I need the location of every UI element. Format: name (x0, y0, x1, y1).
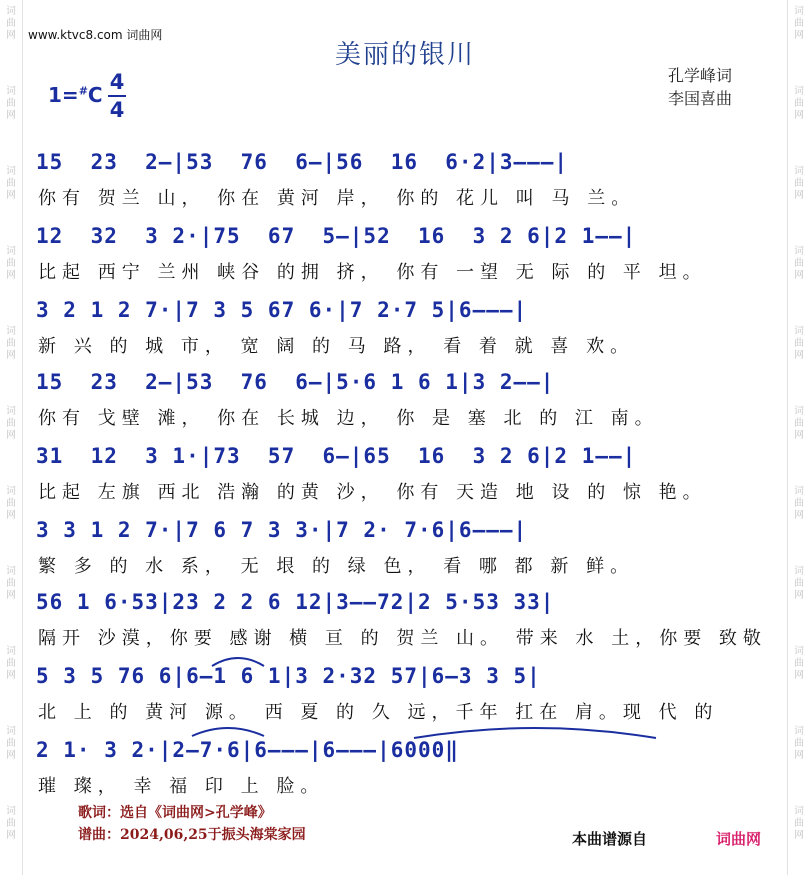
margin-watermark: 词曲网 (6, 246, 16, 281)
margin-watermark: 词曲网 (794, 246, 804, 281)
margin-watermark: 词曲网 (794, 6, 804, 41)
margin-watermark: 词曲网 (6, 486, 16, 521)
time-bottom: 4 (109, 98, 125, 122)
margin-watermark: 词曲网 (794, 726, 804, 761)
margin-watermark: 词曲网 (794, 326, 804, 361)
lyrics-line-6: 繁 多 的 水 系， 无 垠 的 绿 色， 看 哪 都 新 鲜。 (38, 556, 635, 577)
lyricist-credit: 孔学峰词 (668, 66, 733, 85)
key-note: C (87, 83, 103, 107)
lyrics-line-4: 你有 戈壁 滩， 你在 长城 边， 你 是 塞 北 的 江 南。 (38, 408, 659, 429)
lyrics-line-5: 比起 左旗 西北 浩瀚 的黄 沙， 你有 天造 地 设 的 惊 艳。 (38, 482, 707, 503)
lyrics-line-2: 比起 西宁 兰州 峡谷 的拥 挤， 你有 一望 无 际 的 平 坦。 (38, 262, 707, 283)
margin-watermark: 词曲网 (6, 646, 16, 681)
footer-score-note: 谱曲：2024,06,25于振头海棠家园 (78, 827, 306, 843)
lyrics-line-8: 北 上 的 黄河 源。 西 夏 的 久 远，千年 扛在 肩。现 代 的 (38, 702, 719, 723)
footer-lyrics-source: 歌词：选自《词曲网>孔学峰》 (78, 805, 272, 821)
notation-line-2: 12 32 3 2·|75 67 5–|52 16 3 2 6|2 1––| (36, 224, 637, 248)
site-url: www.ktvc8.com 词曲网 (28, 28, 163, 42)
margin-watermark: 词曲网 (6, 6, 16, 41)
notation-line-5: 31 12 3 1·|73 57 6–|65 16 3 2 6|2 1––| (36, 444, 637, 468)
song-title: 美丽的银川 (334, 40, 475, 70)
margin-watermark: 词曲网 (794, 486, 804, 521)
notation-line-1: 15 23 2–|53 76 6–|56 16 6·2|3–––| (36, 150, 569, 174)
margin-watermark: 词曲网 (6, 406, 16, 441)
margin-watermark: 词曲网 (794, 406, 804, 441)
score-source-label: 本曲谱源自 (572, 830, 648, 848)
margin-watermark: 词曲网 (794, 566, 804, 601)
composer-credit: 李国喜曲 (668, 89, 733, 108)
margin-watermark: 词曲网 (794, 646, 804, 681)
lyrics-line-3: 新 兴 的 城 市， 宽 阔 的 马 路， 看 着 就 喜 欢。 (38, 336, 635, 357)
slur-arc-1 (188, 722, 268, 738)
lyrics-line-9: 璀 璨， 幸 福 印 上 脸。 (38, 776, 325, 797)
margin-watermark: 词曲网 (794, 806, 804, 841)
margin-watermark: 词曲网 (6, 166, 16, 201)
notation-line-4: 15 23 2–|53 76 6–|5·6 1 6 1|3 2––| (36, 370, 555, 394)
notation-line-3: 3 2 1 2 7·|7 3 5 67 6·|7 2·7 5|6–––| (36, 298, 528, 322)
time-signature (106, 70, 128, 122)
margin-watermark: 词曲网 (6, 326, 16, 361)
margin-watermark: 词曲网 (6, 86, 16, 121)
score-source-site: 词曲网 (716, 830, 762, 848)
notation-line-7: 56 1 6·53|23 2 2 6 12|3––72|2 5·53 33| (36, 590, 555, 614)
margin-watermark: 词曲网 (6, 806, 16, 841)
notation-line-8: 5 3 5 76 6|6–1 6 1|3 2·32 57|6–3 3 5| (36, 664, 541, 688)
key-sharp: # (78, 84, 88, 98)
key-signature (48, 83, 103, 107)
key-base: 1= (48, 83, 79, 107)
time-top: 4 (109, 70, 125, 94)
lyrics-line-1: 你有 贺兰 山， 你在 黄河 岸， 你的 花儿 叫 马 兰。 (38, 188, 636, 209)
margin-watermark: 词曲网 (6, 566, 16, 601)
time-divider (108, 95, 126, 97)
notation-line-9: 2 1· 3 2·|2–7·6|6–––|6–––|6000‖ (36, 738, 459, 762)
lyrics-line-7: 隔开 沙漠，你要 感谢 横 亘 的 贺兰 山。 带来 水 土，你要 致敬 (38, 628, 767, 649)
margin-watermark: 词曲网 (794, 86, 804, 121)
notation-line-6: 3 3 1 2 7·|7 6 7 3 3·|7 2· 7·6|6–––| (36, 518, 528, 542)
margin-watermark: 词曲网 (794, 166, 804, 201)
margin-watermark: 词曲网 (6, 726, 16, 761)
